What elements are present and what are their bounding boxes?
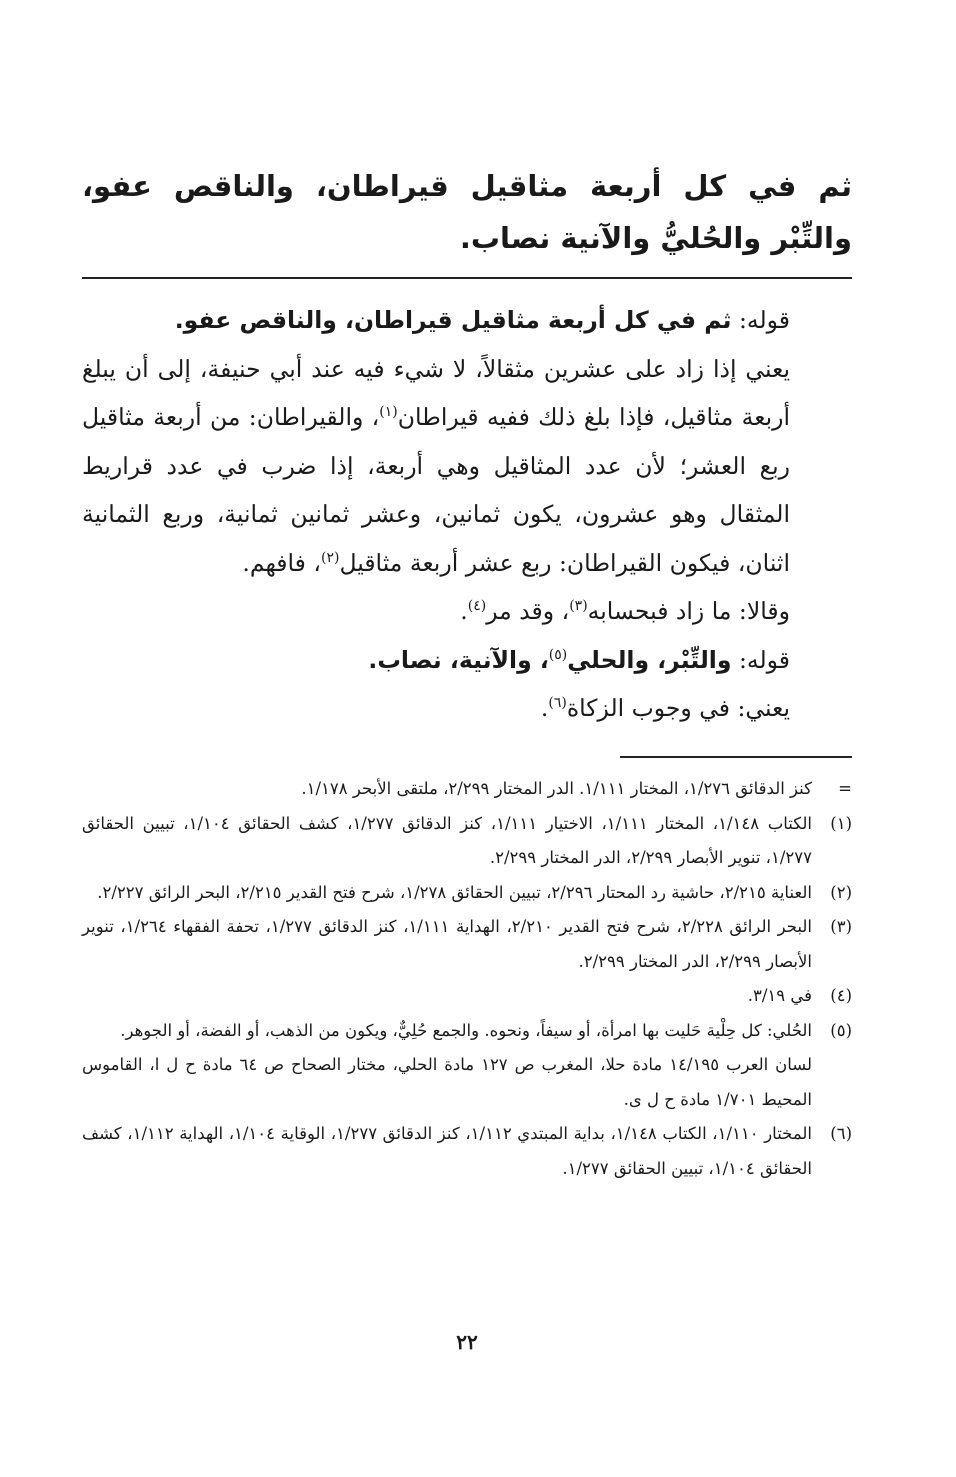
- footnote-number: =: [838, 779, 852, 798]
- footnote-ref-2[interactable]: (٢): [320, 549, 340, 566]
- footnote-ref-6[interactable]: (٦): [548, 695, 567, 712]
- commentary-text: وقالا: ما زاد فبحسابه: [587, 597, 790, 625]
- commentary: [82, 296, 852, 733]
- footnote-5-sources: [82, 1048, 852, 1117]
- commentary-paragraph-3: [82, 587, 852, 636]
- quote-lead: قوله:: [731, 306, 790, 334]
- quoted-matn: والتِّبْر، والحلي: [567, 645, 732, 674]
- footnote-ref-5[interactable]: (٥): [548, 646, 568, 663]
- footnote-1: [82, 807, 852, 876]
- footnote-number: (١): [830, 813, 852, 833]
- footnote-4: [82, 979, 852, 1014]
- commentary-text: ، وقد مر: [486, 597, 570, 625]
- footnote-number: (٢): [830, 882, 852, 902]
- commentary-text: يعني إذا زاد على عشرين مثقالاً، لا شيء فيه عند أبي حنيفة، إلى أن يبلغ أربعة مثاقيل، فإذا بلغ ذلك ففيه قيراطان: [82, 354, 790, 431]
- commentary-text: .: [460, 597, 468, 625]
- quote-lead: قوله:: [731, 645, 790, 674]
- footnote-continued: [82, 772, 852, 807]
- footnote-text: العناية ٢/٢١٥، حاشية رد المحتار ٢/٢٩٦، تبيين الحقائق ١/٢٧٨، شرح فتح القدير ٢/٢١٥، البحر الرائق ٢/٢٢٧.: [97, 882, 812, 902]
- commentary-paragraph-1: [82, 296, 852, 345]
- footnote-number: (٣): [830, 917, 852, 936]
- commentary-paragraph-5: [82, 684, 852, 733]
- footnote-5: [82, 1014, 852, 1049]
- commentary-text: ، والقيراطان: من أربعة مثاقيل ربع العشر؛ لأن عدد المثاقيل وهي أربعة، إذا ضرب في عدد قراريط المثقال وهو عشرون، يكون ثمانين، وعشر ثمانين ثمانية، وربع الثمانية اثنان، فيكون القيراطان: ربع عشر أربعة مثاقيل: [82, 403, 790, 577]
- commentary-paragraph-4: [82, 636, 852, 685]
- footnote-divider: [620, 756, 852, 758]
- commentary-text: ، فافهم.: [242, 548, 321, 577]
- matn-divider: [82, 277, 852, 279]
- footnote-number: (٥): [830, 1020, 852, 1040]
- footnote-number: (٤): [830, 986, 852, 1005]
- footnote-text: البحر الرائق ٢/٢٢٨، شرح فتح القدير ٢/٢١٠، الهداية ١/١١١، كنز الدقائق ١/٢٧٧، تحفة الفقهاء ١/٢٦٤، تنوير الأبصار ٢/٢٩٩، الدر المختار ٢/٢٩٩.: [82, 917, 812, 971]
- commentary-paragraph-2: [82, 345, 852, 588]
- footnote-3: [82, 910, 852, 979]
- footnote-6: [82, 1117, 852, 1186]
- commentary-text: يعني: في وجوب الزكاة: [566, 694, 790, 722]
- footnote-ref-4[interactable]: (٤): [467, 598, 487, 615]
- footnote-text: كنز الدقائق ١/٢٧٦، المختار ١/١١١. الدر المختار ٢/٢٩٩، ملتقى الأبحر ١/١٧٨.: [301, 779, 812, 798]
- footnotes: [82, 772, 852, 1186]
- footnote-number: (٦): [830, 1124, 852, 1143]
- footnote-text: الحُلي: كل حِلْية حَليت بها امرأة، أو سيفاً، ونحوه. والجمع حُلِيٌّ، ويكون من الذهب، أو الفضة، أو الجوهر.: [120, 1020, 812, 1040]
- footnote-2: [82, 876, 852, 911]
- page-number: ٢٢: [456, 1330, 478, 1354]
- footnote-ref-1[interactable]: (١): [379, 404, 398, 421]
- commentary-text: .: [540, 694, 549, 722]
- footnote-text: لسان العرب ١٤/١٩٥ مادة حلا، المغرب ص ١٢٧ مادة الحلي، مختار الصحاح ص ٦٤ مادة ح ل ا، القاموس المحيط ١/٧٠١ مادة ح ل ى.: [82, 1055, 813, 1109]
- footnote-text: الكتاب ١/١٤٨، المختار ١/١١١، الاختيار ١/١١١، كنز الدقائق ١/٢٧٧، كشف الحقائق ١/١٠٤، تبيين الحقائق ١/٢٧٧، تنوير الأبصار ٢/٢٩٩، الدر المختار ٢/٢٩٩.: [82, 813, 812, 867]
- footnote-text: المختار ١/١١٠، الكتاب ١/١٤٨، بداية المبتدي ١/١١٢، كنز الدقائق ١/٢٧٧، الوقاية ١/١٠٤، الهداية ١/١١٢، كشف الحقائق ١/١٠٤، تبيين الحقائق ١/٢٧٧.: [82, 1124, 812, 1178]
- quoted-matn: ، والآنية، نصاب.: [368, 645, 549, 674]
- footnote-ref-3[interactable]: (٣): [569, 598, 588, 615]
- quoted-matn: ثم في كل أربعة مثاقيل قيراطان، والناقص عفو.: [174, 306, 732, 334]
- matn-text: ثم في كل أربعة مثاقيل قيراطان، والناقص عفو، والتِّبْر والحُليُّ والآنية نصاب.: [82, 169, 852, 255]
- footnote-text: في ٣/١٩.: [747, 986, 812, 1005]
